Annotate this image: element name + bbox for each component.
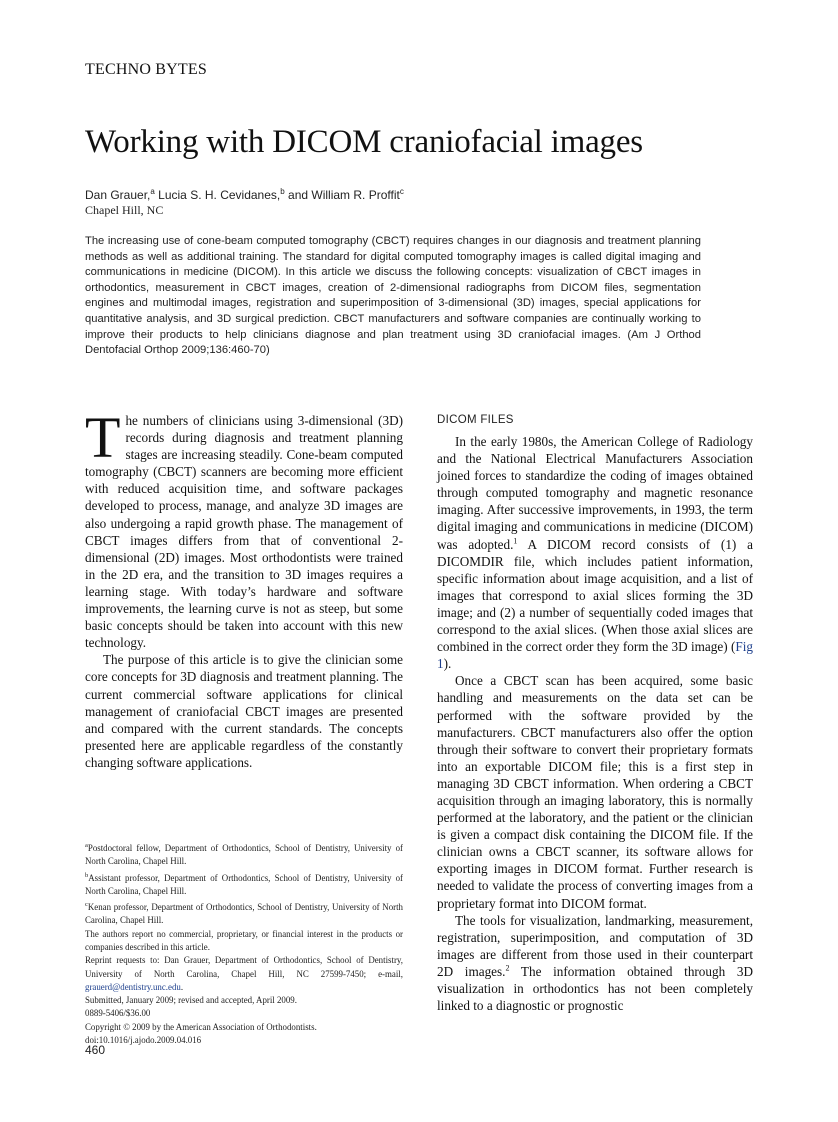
issn: 0889-5406/$36.00 — [85, 1008, 151, 1019]
page-number: 460 — [85, 1043, 106, 1057]
body-column-left — [85, 405, 403, 771]
figure-link[interactable]: Fig 1 — [437, 639, 753, 672]
section-tag: TECHNO BYTES — [85, 61, 207, 78]
intro-paragraph-text: he numbers of clinicians using 3-dimensional (3D) records during diagnosis and treatment planning stages are increasing steadily. Cone-beam computed tomography (CBCT) scanners are becoming more efficient with reduced acquisition time, and software packages developed to process, manage, and analyze 3D images are also undergoing a rapid growth phase. The management of CBCT images differs from that of conventional 2-dimensional (2D) images. Most orthodontists were trained in the 2D era, and the transition to 3D images requires a learning stage. With today’s hardware and software improvements, the learning curve is not as steep, but some basic concepts should be taken into account with this new technology. — [85, 413, 403, 651]
copyright: Copyright © 2009 by the American Association of Orthodontists. — [85, 1021, 317, 1032]
paragraph-text: In the early 1980s, the American College of Radiology and the National Electrical Manufacturers Association joined forces to standardize the coding of images obtained through computed tomography and magnetic resonance imaging. After successive improvements, in 1993, the term digital imaging and communications in medicine (DICOM) was adopted. — [437, 434, 753, 552]
reference-citation[interactable]: 1 — [513, 536, 518, 546]
footnote-text: Assistant professor, Department of Orthodontics, School of Dentistry, University of North Carolina, Chapel Hill. — [85, 872, 403, 896]
paragraph-text: ). — [443, 656, 452, 672]
email-link[interactable]: grauerd@dentistry.unc.edu — [85, 981, 181, 992]
author-affiliation-mark: a — [150, 187, 155, 196]
body-column-right — [437, 412, 753, 1014]
tools-paragraph — [437, 912, 753, 1015]
article-title: Working with DICOM craniofacial images — [85, 124, 643, 160]
dicom-history-paragraph — [437, 433, 753, 672]
footnote — [85, 869, 403, 899]
reprint-text: Reprint requests to: Dan Grauer, Department of Orthodontics, School of Dentistry, University of North Carolina, Chapel Hill, NC 27599-7450; e-mail, — [85, 955, 403, 979]
reference-citation[interactable]: 2 — [505, 963, 510, 973]
footnote-text: Postdoctoral fellow, Department of Orthodontics, School of Dentistry, University of North Carolina, Chapel Hill. — [85, 842, 403, 867]
footnote-mark: c — [85, 901, 88, 909]
drop-cap: T — [85, 405, 121, 470]
footnote-mark: a — [85, 842, 88, 849]
footnote-mark: b — [85, 871, 89, 879]
author-location: Chapel Hill, NC — [85, 203, 164, 217]
submission-dates: Submitted, January 2009; revised and accepted, April 2009. — [85, 995, 297, 1006]
intro-paragraph — [85, 405, 403, 651]
abstract: The increasing use of cone-beam computed tomography (CBCT) requires changes in our diagnosis and treatment planning methods as well as additional training. The standard for digital computed tomography images is called digital imaging and communications in medicine (DICOM). In this article we discuss the following concepts: visualization of CBCT images in orthodontics, measurement in CBCT images, creation of 2-dimensional radiographs from DICOM files, segmentation engines and multimodal images, registration and superimposition of 3-dimensional (3D) images, special applications for quantitative analysis, and 3D surgical prediction. CBCT manufacturers and software companies are continually working to improve their products to help clinicians diagnose and plan treatment using 3D craniofacial images. (Am J Orthod Dentofacial Orthop 2009;136:460-70) — [85, 235, 701, 357]
footnote — [85, 898, 403, 928]
cbct-scan-paragraph: Once a CBCT scan has been acquired, some basic handling and measurements on the data set can be performed with the software provided by the manufacturers. CBCT manufacturers also offer the option through their software to convert their proprietary formats into an exportable DICOM file; this is a first step in managing 3D CBCT information. When ordering a CBCT acquisition through an imaging laboratory, this is normally performed at the laboratory, and the patient or the clinician is given a compact disk containing the DICOM file. If the clinician owns a CBCT scanner, its software allows for exporting images in DICOM format. Further research is needed to validate the process of converting images from a proprietary format into DICOM format. — [437, 673, 753, 911]
footnotes — [85, 839, 403, 1047]
author-name: Dan Grauer, — [85, 188, 151, 202]
section-heading: DICOM FILES — [437, 414, 514, 426]
footnote-text: Kenan professor, Department of Orthodontics, School of Dentistry, University of North Carolina, Chapel Hill. — [85, 902, 403, 926]
author-affiliation-mark: c — [399, 187, 404, 196]
paragraph-text: The information obtained through 3D visualization in orthodontics has not been completely linked to a diagnostic or prognostic — [437, 963, 753, 1014]
purpose-paragraph: The purpose of this article is to give the clinician some core concepts for 3D diagnosis and treatment planning. The current commercial software applications for clinical management of craniofacial CBCT images are presented and compared with the current standards. The concepts presented here are applicable regardless of the constantly changing software applications. — [85, 652, 403, 770]
author-list — [85, 184, 404, 203]
paragraph-text: The tools for visualization, landmarking, measurement, registration, superimposition, and computation of 3D images are different from those used in their counterpart 2D images. — [437, 912, 753, 979]
author-affiliation-mark: b — [280, 187, 285, 196]
paragraph-text: A DICOM record consists of (1) a DICOMDIR file, which includes patient information, specific information about image acquisition, and a list of images that correspond to axial slices forming the 3D image; and (2) a number of sequentially coded images that correspond to the axial slices. (When those axial slices are combined in the correct order they form the 3D image) ( — [437, 536, 753, 655]
author-name: Lucia S. H. Cevidanes, — [158, 188, 281, 202]
doi: doi:10.1016/j.ajodo.2009.04.016 — [85, 1035, 202, 1046]
disclosure-note: The authors report no commercial, proprietary, or financial interest in the products or companies described in this article. — [85, 928, 403, 952]
reprint-note: Reprint requests to: Dan Grauer, Department of Orthodontics, School of Dentistry, University of North Carolina, Chapel Hill, NC 27599-7450; e-mail, grauerd@dentistry.unc.edu. — [85, 955, 403, 992]
author-name: and William R. Proffit — [288, 188, 400, 202]
footnote — [85, 839, 403, 869]
